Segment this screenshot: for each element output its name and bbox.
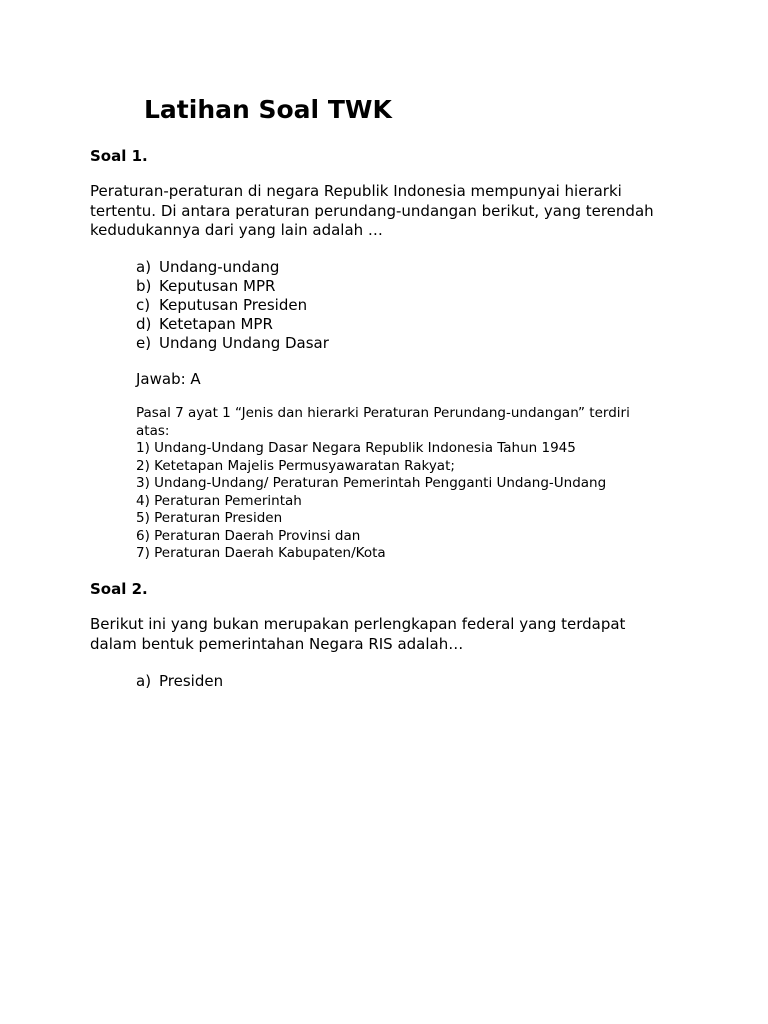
explanation-line: 3) Undang-Undang/ Peraturan Pemerintah Pengganti Undang-Undang — [136, 475, 607, 491]
option-text: Ketetapan MPR — [159, 315, 273, 333]
question-1-text — [90, 182, 690, 241]
option-item — [136, 672, 223, 691]
option-item — [136, 334, 329, 353]
question-1-text-line: tertentu. Di antara peraturan perundang-undangan berikut, yang terendah — [90, 201, 654, 220]
question-1-answer: Jawab: A — [136, 370, 201, 388]
explanation-line: Pasal 7 ayat 1 “Jenis dan hierarki Peraturan Perundang-undangan” terdiri — [136, 405, 630, 421]
question-2-options — [136, 672, 223, 691]
question-1-text-line: kedudukannya dari yang lain adalah … — [90, 221, 383, 239]
option-text: Presiden — [159, 672, 224, 690]
question-1-text-line: Peraturan-peraturan di negara Republik Indonesia mempunyai hierarki — [90, 182, 622, 200]
explanation-line: 5) Peraturan Presiden — [136, 510, 283, 526]
question-2-text-line: dalam bentuk pemerintahan Negara RIS adalah… — [90, 634, 464, 653]
option-letter: a) — [136, 672, 152, 690]
option-item — [136, 277, 329, 296]
explanation-line: 1) Undang-Undang Dasar Negara Republik Indonesia Tahun 1945 — [136, 440, 576, 456]
option-text: Keputusan Presiden — [159, 296, 308, 314]
explanation-line: 2) Ketetapan Majelis Permusyawaratan Rakyat; — [136, 457, 455, 474]
option-text: Keputusan MPR — [159, 277, 276, 295]
option-letter: a) — [136, 258, 152, 276]
option-letter: e) — [136, 334, 152, 352]
option-text: Undang Undang Dasar — [159, 334, 329, 352]
explanation-line: atas: — [136, 422, 170, 439]
explanation-line: 7) Peraturan Daerah Kabupaten/Kota — [136, 545, 386, 561]
option-letter: c) — [136, 296, 151, 314]
question-1-options — [136, 258, 329, 353]
option-text: Undang-undang — [159, 258, 280, 276]
option-letter: d) — [136, 315, 152, 333]
question-1-heading: Soal 1. — [90, 147, 148, 165]
option-letter: b) — [136, 277, 152, 295]
option-item — [136, 296, 329, 315]
explanation-line: 6) Peraturan Daerah Provinsi dan — [136, 527, 361, 544]
question-2-heading: Soal 2. — [90, 580, 148, 598]
explanation-line: 4) Peraturan Pemerintah — [136, 492, 302, 509]
page-title: Latihan Soal TWK — [144, 95, 392, 124]
question-1-explanation — [136, 405, 676, 563]
question-2-text — [90, 615, 690, 654]
question-2-text-line: Berikut ini yang bukan merupakan perlengkapan federal yang terdapat — [90, 615, 626, 633]
option-item — [136, 315, 329, 334]
option-item — [136, 258, 329, 277]
